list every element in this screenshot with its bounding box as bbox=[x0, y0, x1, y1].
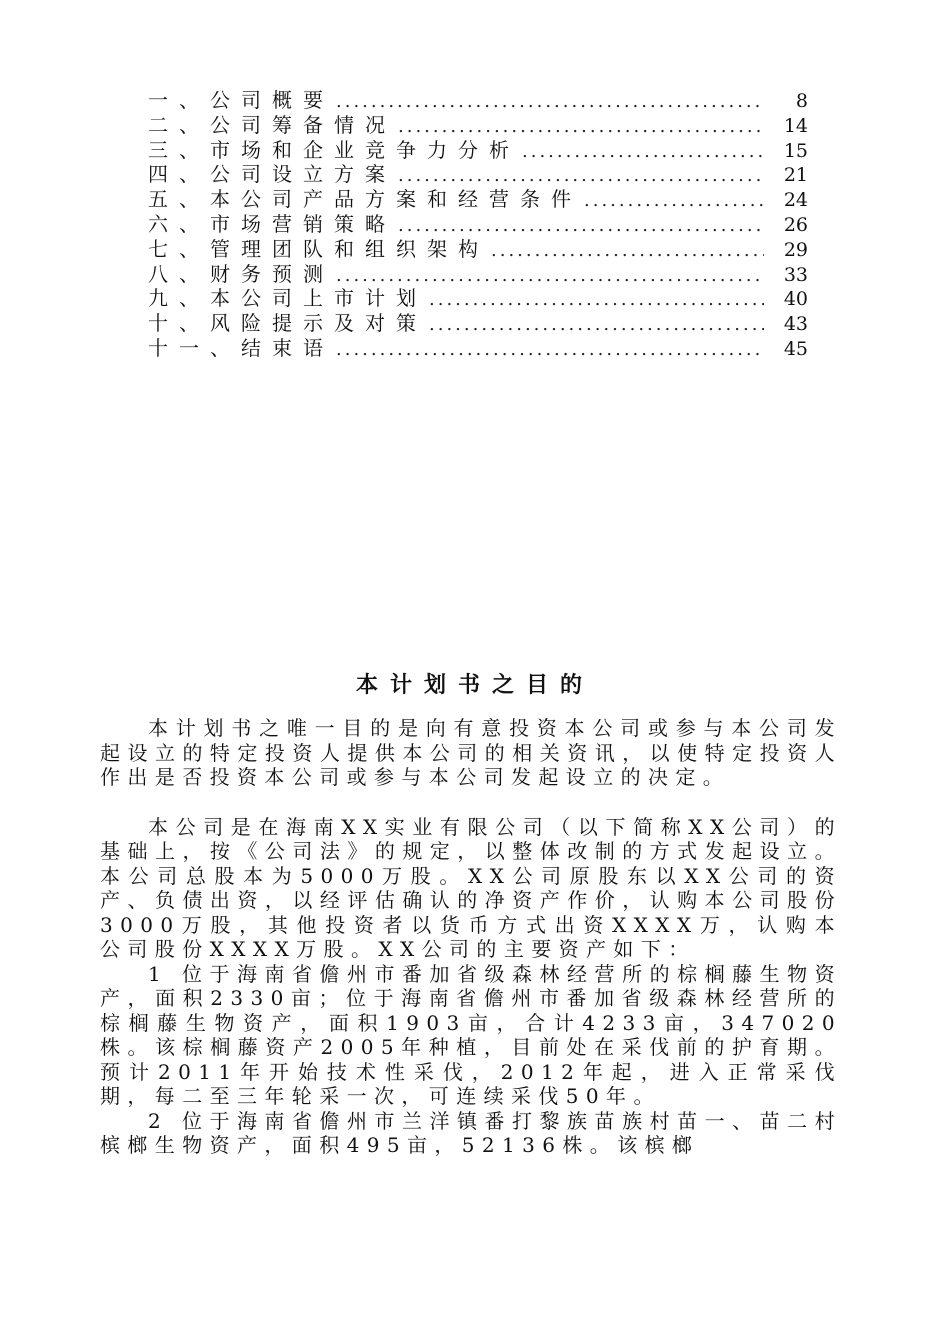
toc-entry[interactable] bbox=[148, 336, 808, 361]
toc-leader-dots bbox=[429, 288, 764, 313]
toc-entry-page: 21 bbox=[783, 164, 808, 187]
toc-entry-title: 一、公司概要 bbox=[148, 88, 334, 112]
toc-entry-page: 43 bbox=[783, 313, 808, 336]
toc-entry[interactable] bbox=[148, 262, 808, 287]
toc-entry-title: 五、本公司产品方案和经营条件 bbox=[148, 187, 582, 212]
toc-leader-dots bbox=[584, 189, 764, 214]
toc-entry-title: 九、本公司上市计划 bbox=[148, 286, 427, 311]
toc-entry-title: 十一、结束语 bbox=[148, 335, 334, 360]
toc-entry[interactable] bbox=[148, 162, 808, 187]
toc-entry-page: 33 bbox=[783, 263, 808, 286]
section-heading: 本计划书之目的 bbox=[355, 672, 594, 698]
paragraph-purpose: 本计划书之唯一目的是向有意投资本公司或参与本公司发起设立的特定投资人提供本公司的相关资讯，以使特定投资人作出是否投资本公司或参与本公司发起设立的决定。 bbox=[100, 716, 842, 789]
toc-entry[interactable] bbox=[148, 187, 808, 212]
toc-entry-title: 四、公司设立方案 bbox=[148, 162, 396, 187]
toc-leader-dots bbox=[398, 115, 764, 140]
toc-leader-dots bbox=[336, 264, 764, 289]
toc-entry-page: 26 bbox=[783, 213, 808, 236]
paragraph-spacer bbox=[100, 790, 842, 815]
toc-entry-title: 六、市场营销策略 bbox=[148, 211, 396, 236]
toc-entry[interactable] bbox=[148, 113, 808, 138]
paragraph-asset-1: 1 位于海南省儋州市番加省级森林经营所的棕榈藤生物资产，面积2330亩；位于海南省儋州市番加省级森林经营所的棕榈藤生物资产，面积1903亩，合计4233亩，347020株。该棕榈藤资产2005年种植，目前处在采伐前的护育期。预计2011年开始技术性采伐，2012年起，进入正常采伐期，每二至三年轮采一次，可连续采伐50年。 bbox=[100, 961, 842, 1108]
toc-leader-dots bbox=[491, 239, 764, 264]
toc-entry-page: 40 bbox=[783, 288, 808, 311]
toc-entry[interactable] bbox=[148, 237, 808, 262]
paragraph-company-formation: 本公司是在海南XX实业有限公司（以下简称XX公司）的基础上，按《公司法》的规定，以整体改制的方式发起设立。本公司总股本为5000万股。XX公司原股东以XX公司的资产、负债出资，以经评估确认的净资产作价，认购本公司股份3000万股，其他投资者以货币方式出资XXXX万，认购本公司股份XXXX万股。XX公司的主要资产如下： bbox=[100, 814, 842, 961]
toc-entry[interactable] bbox=[148, 311, 808, 336]
section-body bbox=[100, 716, 842, 1158]
toc-entry-page: 29 bbox=[783, 238, 808, 261]
toc-entry-page: 8 bbox=[795, 90, 808, 112]
toc-entry-page: 14 bbox=[783, 114, 808, 137]
toc-leader-dots bbox=[398, 214, 764, 239]
toc-leader-dots bbox=[429, 313, 764, 338]
toc-leader-dots bbox=[336, 338, 764, 363]
table-of-contents bbox=[148, 88, 808, 361]
toc-entry-title: 七、管理团队和组织架构 bbox=[148, 236, 489, 261]
toc-entry[interactable] bbox=[148, 138, 808, 163]
toc-entry-page: 15 bbox=[783, 139, 808, 162]
toc-entry[interactable] bbox=[148, 286, 808, 311]
toc-entry[interactable] bbox=[148, 88, 808, 113]
toc-entry-title: 二、公司筹备情况 bbox=[148, 112, 396, 137]
toc-entry-page: 24 bbox=[783, 189, 808, 212]
toc-leader-dots bbox=[522, 140, 764, 165]
toc-entry-title: 八、财务预测 bbox=[148, 261, 334, 286]
paragraph-asset-2: 2 位于海南省儋州市兰洋镇番打黎族苗族村苗一、苗二村槟榔生物资产，面积495亩，52136株。该槟榔 bbox=[100, 1108, 842, 1157]
toc-entry-title: 十、风险提示及对策 bbox=[148, 311, 427, 336]
toc-entry-title: 三、市场和企业竞争力分析 bbox=[148, 137, 520, 162]
toc-entry-page: 45 bbox=[783, 337, 808, 360]
toc-leader-dots bbox=[336, 90, 764, 115]
toc-entry[interactable] bbox=[148, 212, 808, 237]
toc-leader-dots bbox=[398, 164, 764, 189]
